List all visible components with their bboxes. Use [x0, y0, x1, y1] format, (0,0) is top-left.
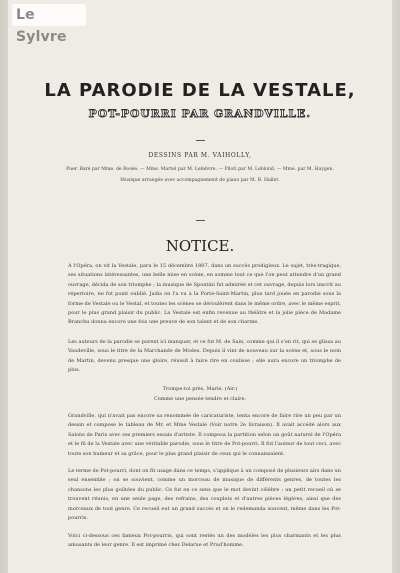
page-subtitle: POT-POURRI PAR GRANDVILLE. [88, 108, 312, 120]
notice-heading: NOTICE. [165, 237, 235, 255]
watermark-badge [12, 4, 86, 45]
paragraph-5: Voici ci-dessous ces fameux Pot-pourris, qui sont restés un des modèles les plus charmants et les plus amusants de leur genre. Il est imprimé chez Delarue et Prud'homme. [68, 533, 341, 549]
separator-rule [196, 220, 205, 221]
paragraph-2: Les auteurs de la parodie se purent ici manquer, et ce fut M. de Sain, comme qui il s'en rit, qui se glissa au Vaudeville, sous le titre de la Marchande de Modes. Depuis il vint de nouveau sur la scène et, sous le nom de Martin, devenu presque une gloire, réussit à faire rire en coulisse ; elle aura encore un triomphe de plus. [68, 339, 341, 374]
quote-line-2: Comme une pensée tendre et claire. [153, 396, 247, 402]
paragraph-4: Le terme de Pot-pourri, dont on fit usage dans ce temps, s'applique à un composé de plusieurs airs dans un seul ensemble ; on se souvient, comme un morceau de musique de différents genres, de toutes les chansons les plus goûtées du public. Ce fut en ce sens que le mot devint célèbre : un petit recueil où se trouvent réunis, en une seule page, des refrains, des couplets et d'autres pièces légères, ainsi que des morceaux de tout genre. Ce recueil eut un grand succès et on le redemanda souvent, même dans les Pot-pourris. [68, 468, 341, 522]
watermark-text: Le Sylvre [16, 7, 67, 45]
paragraph-1: A l'Opéra, on vit la Vestale, paru le 15 décembre 1807, dans un succès prodigieux. Le sujet, très-tragique, ses situations intéressantes, une belle mise en scène, en somme tout ce que l'on peut attendre d'un grand ouvrage, décida de son triomphe ; la musique de Spontini fut admirée et cet ouvrage, depuis lors inscrit au répertoire, ne fut point oublié. Jadis on l'a vu à la Porte-Saint-Martin, plus tard jouée en parodie sous la forme de Vestale ou le Vestal, et toutes les scènes se déroulèrent dans le même ordre, avec le même esprit, pour le plus grand plaisir du public. La Vestale est enfin revenue au théâtre et la jolie pièce de Madame Branchu donna encore une fois une preuve de son talent et de son charme. [68, 263, 341, 326]
separator-rule [196, 140, 205, 141]
paragraph-3: Grandville, qui n'avait pas encore sa renommée de caricaturiste, tenta encore de faire rire un peu par un dessin et compose le tableau de Mr. et Mme Vestale (Voir notre 2e livraison). Il avait accédé alors aux Salons de Paris avec ses premiers essais d'artiste. Il composa la partition selon un goût naturel de l'Opéra et le fil de la Vestale avec une véritable parodie, sous le titre de Pot-pourri. Il fut l'auteur de tout ceci, avec toute son humeur et sa grâce, pour le plus grand plaisir de ceux qui le connaissaient. [68, 413, 341, 457]
quote-line-1: Trompe-toi près, Marie. (Air.) [162, 386, 238, 392]
cast-line: Puer. Baré par Mme. de Rosée. — Mme. Martel par M. Lefebvre. — Piloti par M. Leblond. — Mme. par M. Haygen. [66, 167, 334, 172]
credits-line: DESSINS PAR M. VAIHOLLY, [148, 152, 252, 159]
document-page [8, 0, 392, 573]
music-line: Musique arrangée avec accompagnement de piano par M. B. Hallet. [120, 178, 280, 183]
page-title: LA PARODIE DE LA VESTALE, [44, 80, 356, 101]
